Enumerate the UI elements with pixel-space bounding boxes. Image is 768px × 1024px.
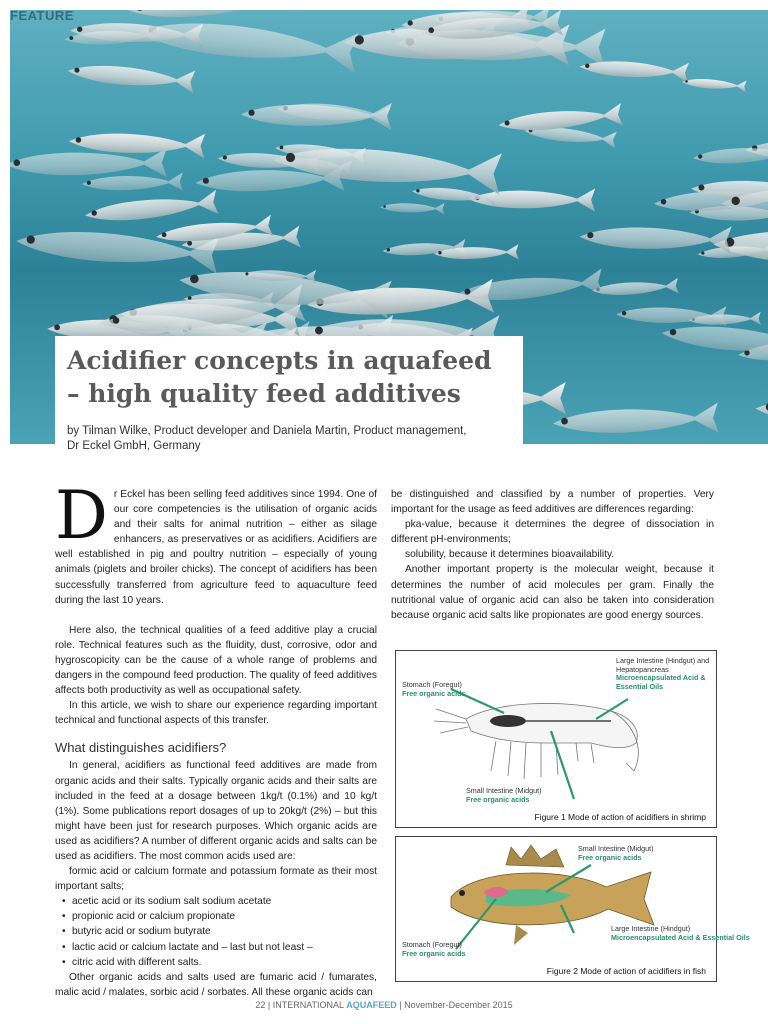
page-footer	[0, 1000, 768, 1010]
shrimp-large-intestine-label: Large Intestine (Hindgut) and Hepatopancreas Microencapsulated Acid & Essential Oils	[616, 656, 710, 691]
list-item: • acetic acid or its sodium salt sodium acetate	[62, 894, 377, 909]
figure2-caption: Figure 2 Mode of action of acidifiers in fish	[546, 966, 706, 976]
figure-shrimp	[395, 650, 717, 828]
fish-shape	[579, 223, 731, 254]
fish-shape	[82, 173, 184, 194]
figure-fish	[395, 836, 750, 982]
paragraph-intro: r Eckel has been selling feed additives since 1994. One of our core competencies is the utilisation of organic acids and their salts for animal nutrition – either as silage enhancers, as preservatives or as acidifiers. Acidifiers are well established in pig and poultry nutrition – especially of young animals (piglets and broiler chicks). The concept of acidifiers has been successfully transferred from agriculture feed to aquaculture feed during the last 10 years.	[55, 489, 377, 606]
paragraph-pka: pka-value, because it determines the degree of dissociation in different pH-environments;	[391, 519, 714, 546]
fish-shape	[591, 278, 678, 299]
paragraph-other-acids: Other organic acids and salts used are fumaric acid / fumarates, malic acid / malates, sorbic acid / sorbates. All these organic acids can	[55, 971, 377, 998]
paragraph-technical: Here also, the technical qualities of a feed additive play a crucial role. Technical features such as the fluidity, dust, corrosive, odor and hygroscopicity can be the cause of a whole range of problems and dangers in the compound feed production. The quality of feed additives affects both productivity as well as occupational safety.	[55, 624, 377, 697]
fish-shape	[754, 390, 768, 439]
left-column	[55, 477, 377, 1000]
drop-cap: D	[55, 477, 108, 554]
fish-shape	[135, 11, 358, 73]
paragraph-molecular-weight: Another important property is the molecular weight, because it determines the number of acid molecules per gram. Finally the nutritional value of organic acid can also be taken into consideration because organic acid salts like propionates are good energy sources.	[391, 564, 714, 621]
footer-page: 22 | INTERNATIONAL	[255, 1000, 347, 1010]
paragraph-properties: be distinguished and classified by a number of properties. Very important for the usage as feed additives are differences regarding:	[391, 489, 714, 516]
list-item: • lactic acid or calcium lactate and – last but not least –	[62, 940, 377, 955]
article-title-line2: – high quality feed additives	[67, 379, 461, 408]
byline-line1: by Tilman Wilke, Product developer and Daniela Martin, Product management,	[67, 425, 467, 437]
title-box	[55, 336, 523, 452]
paragraph-solubility: solubility, because it determines bioavailability.	[405, 549, 615, 561]
paragraph-general: In general, acidifiers as functional feed additives are made from organic acids and their salts. Typically organic acids and their salts are included in the feed at a dosage between 1kg/t (0.1%) and 10 kg/t (1%). Some publications report dosages of up to 20kg/t (2%) – but this might have been just for research purposes. Which organic acids are used as acidifiers? A number of different organic acids and salts can be used as acidifiers. The most common acids used are:	[55, 760, 377, 862]
fish-shape	[682, 76, 747, 92]
paragraph-formic: formic acid or calcium formate and potassium formate as their most important salts;	[55, 866, 377, 893]
fish-small-intestine-label: Small Intestine (Midgut) Free organic acids	[578, 844, 654, 862]
list-item: • propionic acid or calcium propionate	[62, 909, 377, 924]
fish-shape	[84, 190, 219, 228]
article-title-line1: Acidifier concepts in aquafeed	[67, 346, 492, 375]
shrimp-small-intestine-label: Small Intestine (Midgut) Free organic acids	[466, 786, 542, 804]
byline	[67, 424, 511, 454]
section-heading: What distinguishes acidifiers?	[55, 740, 227, 756]
fish-shape	[67, 59, 195, 93]
footer-brand: AQUAFEED	[346, 1000, 397, 1010]
list-item: • citric acid with different salts.	[62, 955, 377, 970]
fish-shape	[380, 201, 445, 214]
list-item: • butyric acid or sodium butyrate	[62, 924, 377, 939]
shrimp-stomach-label: Stomach (Foregut) Free organic acids	[402, 680, 466, 698]
paragraph-article-aim: In this article, we wish to share our experience regarding important technical and functional aspects of this transfer.	[55, 700, 377, 727]
footer-issue: | November-December 2015	[396, 1000, 513, 1010]
fish-shape	[552, 403, 718, 439]
figure1-caption: Figure 1 Mode of action of acidifiers in shrimp	[534, 812, 706, 822]
fish-large-intestine-label: Large Intestine (Hindgut) Microencapsulated Acid & Essential Oils	[611, 924, 750, 942]
fish-stomach-label: Stomach (Foregut) Free organic acids	[402, 940, 466, 958]
section-tag: FEATURE	[10, 8, 74, 23]
byline-line2: Dr Eckel GmbH, Germany	[67, 440, 201, 452]
acid-list	[62, 894, 377, 969]
fish-shape	[127, 10, 297, 26]
right-column	[391, 487, 714, 623]
fish-illustration	[396, 837, 718, 983]
